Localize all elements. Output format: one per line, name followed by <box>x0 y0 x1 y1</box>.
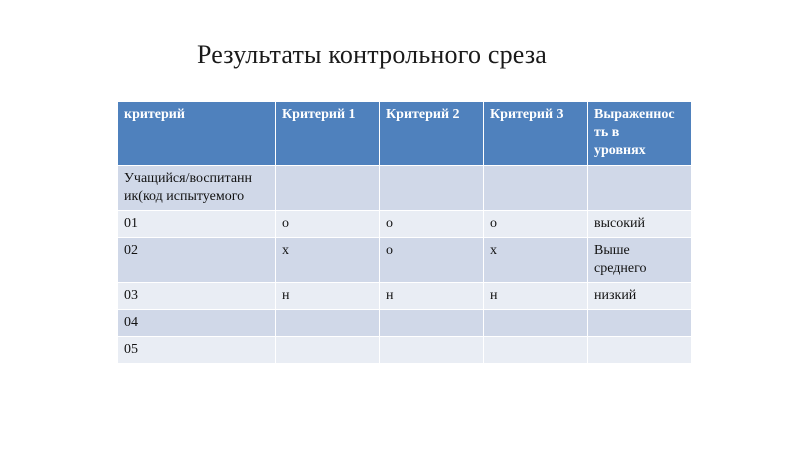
row-level-line: Выше <box>594 243 630 258</box>
row-id: 04 <box>118 310 276 337</box>
row-criterion-2: н <box>380 283 484 310</box>
row-level <box>588 337 692 364</box>
slide-title <box>0 40 800 70</box>
header-criterion: критерий <box>118 102 276 166</box>
row-criterion-1: о <box>276 211 380 238</box>
table-row <box>118 283 692 310</box>
row-criterion-2: о <box>380 211 484 238</box>
row-id: 01 <box>118 211 276 238</box>
subheader-label <box>118 166 276 211</box>
row-criterion-3 <box>484 310 588 337</box>
header-criterion-2: Критерий 2 <box>380 102 484 166</box>
row-level <box>588 238 692 283</box>
row-criterion-3 <box>484 337 588 364</box>
table-row <box>118 211 692 238</box>
row-criterion-3: н <box>484 283 588 310</box>
subheader-label-line: Учащийся/воспитанн <box>124 171 253 186</box>
slide-title-text: Результаты контрольного среза <box>196 40 548 69</box>
row-criterion-3: о <box>484 211 588 238</box>
header-level-line: ть в <box>594 125 620 140</box>
table-cell <box>484 166 588 211</box>
header-level-line: Выраженнос <box>594 107 675 122</box>
row-criterion-2: о <box>380 238 484 283</box>
row-criterion-2 <box>380 337 484 364</box>
row-criterion-1: н <box>276 283 380 310</box>
header-criterion-1: Критерий 1 <box>276 102 380 166</box>
row-level: низкий <box>588 283 692 310</box>
table-row <box>118 337 692 364</box>
header-level-line: уровнях <box>594 143 646 158</box>
row-level <box>588 310 692 337</box>
header-criterion-3: Критерий 3 <box>484 102 588 166</box>
row-criterion-2 <box>380 310 484 337</box>
results-table <box>117 101 692 364</box>
row-criterion-1 <box>276 310 380 337</box>
table-subheader-row <box>118 166 692 211</box>
header-level <box>588 102 692 166</box>
table-cell <box>588 166 692 211</box>
row-level: высокий <box>588 211 692 238</box>
table-row <box>118 310 692 337</box>
row-id: 03 <box>118 283 276 310</box>
table-header-row <box>118 102 692 166</box>
row-id: 02 <box>118 238 276 283</box>
row-criterion-1 <box>276 337 380 364</box>
row-id: 05 <box>118 337 276 364</box>
row-criterion-1: х <box>276 238 380 283</box>
row-criterion-3: х <box>484 238 588 283</box>
row-level-line: среднего <box>594 261 647 276</box>
table-row <box>118 238 692 283</box>
subheader-label-line: ик(код испытуемого <box>124 189 245 204</box>
table-cell <box>276 166 380 211</box>
table-cell <box>380 166 484 211</box>
